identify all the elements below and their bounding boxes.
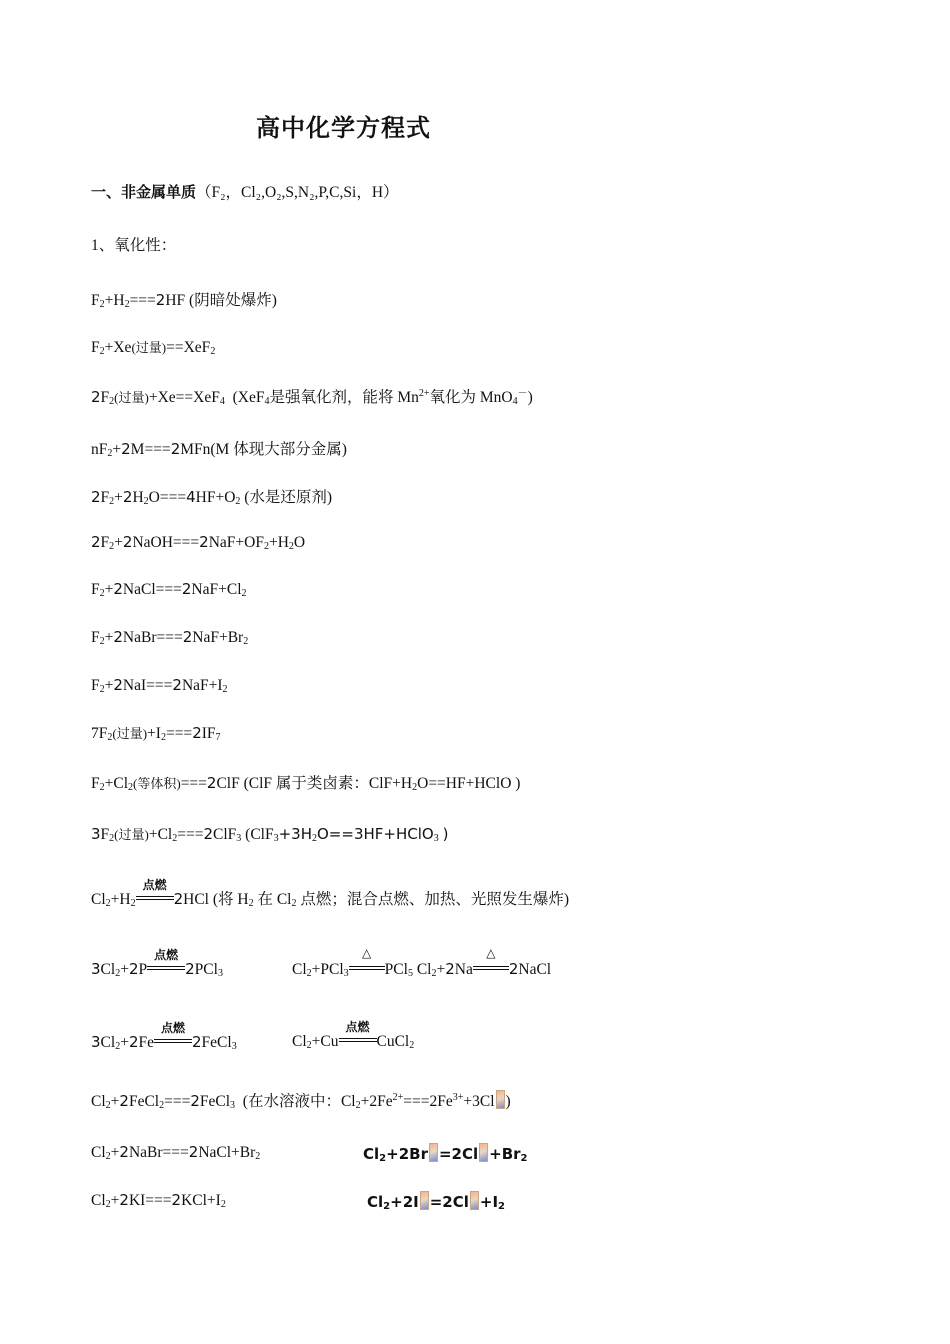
reaction-arrow-ignite: 点燃 (154, 1037, 192, 1045)
equation-11: $F_2+Cl_2$(等体积)===2ClF (ClF 属于类卤素：$ClF+H_2O==HF+HClO$ ) (91, 774, 521, 793)
page-title: 高中化学方程式 (256, 114, 431, 142)
equation-2: $F_2+Xe$(过量)==XeF$_2$ (91, 339, 216, 357)
equation-9: $F_2+2NaI===2NaF+I_2$ (91, 676, 228, 695)
equation-7: $F_2+2NaCl===2NaF+Cl_2$ (91, 580, 247, 599)
equation-12: $3F_2$(过量)$+Cl_2===2ClF_3$ ($ClF_3+3H_2O==3HF+HClO_3$ ) (91, 825, 449, 844)
ion-charge-image (420, 1191, 429, 1210)
equation-note-c: 氧化为 MnO (429, 389, 513, 406)
equation-3: $2F_2$(过量)+Xe==XeF$_4$ (XeF$_4$是强氧化剂，能将 $Mn^{2+}$氧化为 MnO$_4$－) (91, 388, 533, 407)
equation-note: (M 体现大部分金属) (210, 441, 347, 458)
equation-14b: $Cl_2+PCl_3$ △ PCl$_5$ $Cl_2+2Na$ △ 2NaCl (292, 946, 552, 979)
equation-condition: (等体积) (133, 776, 181, 791)
equation-note: (阴暗处爆炸) (189, 292, 277, 309)
ion-charge-image (496, 1090, 505, 1109)
ion-charge-image (470, 1191, 479, 1210)
equation-note-c: 点燃；混合点燃、加热、光照发生爆炸) (300, 891, 570, 908)
equation-note-b: 是强氧化剂，能将 Mn (269, 389, 419, 406)
reaction-arrow-heat: △ (349, 964, 385, 972)
equation-note-b: 在 Cl (257, 891, 292, 908)
equation-15b: $Cl_2+Cu$ 点燃 CuCl$_2$ (292, 1020, 415, 1051)
equation-note-b: +2Fe (360, 1093, 393, 1110)
section-heading (91, 180, 399, 202)
equation-note: (水是还原剂) (244, 489, 333, 506)
equation-condition: (过量) (114, 390, 149, 405)
equation-18a: $Cl_2+2KI===2KCl+I_2$ (91, 1191, 226, 1210)
equation-10: $7F_2$(过量)$+I_2===2IF_7$ (91, 724, 221, 743)
equation-18b: $Cl_2+2I =2Cl +I_2$ (367, 1193, 505, 1212)
equation-17b: $Cl_2+2Br =2Cl +Br_2$ (363, 1145, 528, 1164)
equation-14a: $3Cl_2+2P$ 点燃 2PCl$_3$ (91, 948, 223, 979)
equation-16: $Cl_2+2FeCl_2===2FeCl_3$ (在水溶液中：$Cl_2+2Fe^{2+}===2Fe^{3+}+3Cl$ ) (91, 1092, 511, 1111)
ion-charge-image (429, 1143, 438, 1162)
equation-15a: $3Cl_2+2Fe$ 点燃 2FeCl$_3$ (91, 1021, 237, 1052)
equation-8: $F_2+2NaBr===2NaF+Br_2$ (91, 628, 249, 647)
ion-charge-image (479, 1143, 488, 1162)
reaction-arrow-ignite: 点燃 (136, 894, 174, 902)
equation-17a: $Cl_2+2NaBr===2NaCl+Br_2$ (91, 1143, 261, 1162)
equation-condition: (过量) (131, 340, 167, 355)
section-elements: （F₂，Cl₂,O₂,S,N₂,P,C,Si，H） (196, 184, 399, 201)
reaction-arrow-ignite: 点燃 (339, 1036, 377, 1044)
subsection-title: 1、氧化性： (91, 237, 177, 254)
equation-note-a: (将 H (212, 891, 249, 908)
equation-condition: (过量) (112, 726, 148, 741)
equation-1: $F_2+H_2===2HF$ (阴暗处爆炸) (91, 291, 277, 310)
reaction-arrow-ignite: 点燃 (147, 964, 185, 972)
equation-note-c: ===2Fe (403, 1093, 453, 1110)
section-title: 一、非金属单质 (91, 183, 197, 201)
equation-note-d: +3Cl (463, 1093, 495, 1110)
equation-note: (ClF 属于类卤素：ClF+H (243, 775, 413, 792)
equation-note-end: O==HF+HClO ) (417, 775, 521, 792)
reaction-arrow-heat: △ (473, 964, 509, 972)
equation-note-a: (在水溶液中：Cl (242, 1093, 356, 1110)
equation-5: $2F_2+2H_2O===4HF+O_2$ (水是还原剂) (91, 488, 333, 507)
equation-4: $nF_2+2M===2MFn(M$ 体现大部分金属) (91, 440, 347, 459)
equation-13: $Cl_2+H_2$ 点燃 2HCl (将 $H_2$ 在 $Cl_2$ 点燃；混合点燃、加热、光照发生爆炸) (91, 878, 570, 909)
equation-condition: (过量) (114, 827, 149, 842)
equation-note-a: (XeF (232, 389, 265, 406)
equation-6: $2F_2+2NaOH===2NaF+OF_2+H_2O$ (91, 533, 306, 552)
